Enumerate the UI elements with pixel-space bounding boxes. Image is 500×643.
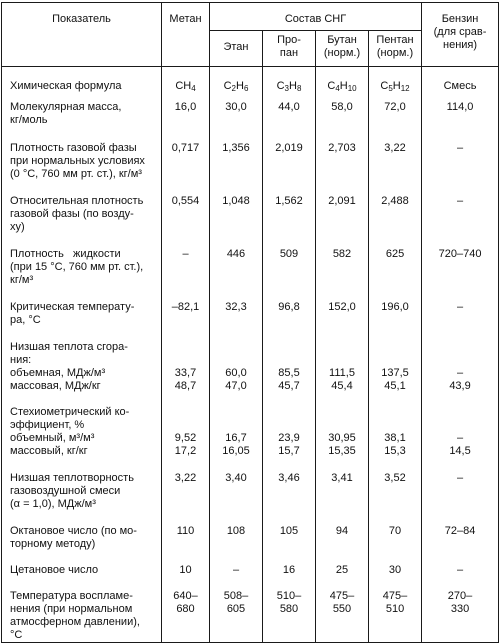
cell-propane: 23,9 15,7 [263, 393, 316, 458]
cell-gasoline: Смесь [422, 67, 499, 94]
cell-gasoline: – [422, 127, 499, 181]
cell-gasoline: 72–84 [422, 511, 499, 551]
table-row [2, 577, 499, 643]
table-row [2, 93, 499, 127]
cell-pentane: 72,0 [369, 93, 422, 127]
cell-pentane: 3,52 [369, 458, 422, 511]
cell-methane: 640– 680 [162, 577, 210, 643]
row-label: Низшая теплота сгора- ния: объемная, МДж/м³ массовая, МДж/кг [2, 327, 162, 393]
cell-ethane: 32,3 [210, 287, 263, 327]
table-row [2, 511, 499, 551]
cell-ethane: 446 [210, 234, 263, 287]
table-row [2, 234, 499, 287]
cell-butane: 582 [316, 234, 369, 287]
chemical-formula: $C_2H_6$ [223, 80, 249, 93]
cell-ethane: 60,0 47,0 [210, 327, 263, 393]
cell-methane: 110 [162, 511, 210, 551]
cell-methane: 33,7 48,7 [162, 327, 210, 393]
header-butane: Бутан (норм.) [316, 31, 369, 67]
cell-pentane: 70 [369, 511, 422, 551]
cell-butane: 30,95 15,35 [316, 393, 369, 458]
header-lpg-composition: Состав СНГ [210, 3, 422, 31]
cell-gasoline: 114,0 [422, 93, 499, 127]
cell-ethane: 1,356 [210, 127, 263, 181]
cell-methane: 9,52 17,2 [162, 393, 210, 458]
cell-gasoline: 720–740 [422, 234, 499, 287]
cell-butane: 25 [316, 551, 369, 577]
header-indicator: Показатель [2, 3, 162, 67]
cell-butane: 94 [316, 511, 369, 551]
cell-propane: 44,0 [263, 93, 316, 127]
cell-gasoline: – [422, 181, 499, 234]
cell-gasoline: 270– 330 [422, 577, 499, 643]
cell-pentane [369, 67, 422, 94]
header-methane: Метан [162, 3, 210, 67]
chemical-formula: $C_5H_{12}$ [380, 80, 410, 93]
cell-ethane: 508– 605 [210, 577, 263, 643]
cell-butane: 58,0 [316, 93, 369, 127]
table-row [2, 287, 499, 327]
table-row [2, 458, 499, 511]
cell-propane: 16 [263, 551, 316, 577]
cell-pentane: 30 [369, 551, 422, 577]
row-label: Низшая теплотворность газовоздушной смеси (α = 1,0), МДж/м³ [2, 458, 162, 511]
cell-methane: 16,0 [162, 93, 210, 127]
cell-methane: 10 [162, 551, 210, 577]
cell-gasoline: – 43,9 [422, 327, 499, 393]
cell-ethane [210, 67, 263, 94]
cell-methane: 3,22 [162, 458, 210, 511]
cell-ethane: – [210, 551, 263, 577]
table-row [2, 327, 499, 393]
table-row [2, 67, 499, 94]
cell-butane: 2,091 [316, 181, 369, 234]
cell-propane: 96,8 [263, 287, 316, 327]
header-row-top [2, 3, 499, 31]
row-label: Относительная плотность газовой фазы (по возду- ху) [2, 181, 162, 234]
cell-propane: 85,5 45,7 [263, 327, 316, 393]
cell-pentane: 625 [369, 234, 422, 287]
cell-methane: 0,554 [162, 181, 210, 234]
chemical-formula: $CH_4$ [175, 80, 196, 93]
cell-pentane: 196,0 [369, 287, 422, 327]
table-row [2, 181, 499, 234]
header-ethane: Этан [210, 31, 263, 67]
cell-ethane: 16,7 16,05 [210, 393, 263, 458]
cell-gasoline: – [422, 287, 499, 327]
cell-methane: 0,717 [162, 127, 210, 181]
row-label: Критическая температу- ра, °С [2, 287, 162, 327]
table-body [2, 67, 499, 643]
cell-gasoline: – [422, 458, 499, 511]
cell-methane: –82,1 [162, 287, 210, 327]
cell-butane: 152,0 [316, 287, 369, 327]
cell-pentane: 2,488 [369, 181, 422, 234]
cell-pentane: 137,5 45,1 [369, 327, 422, 393]
cell-propane: 510– 580 [263, 577, 316, 643]
cell-pentane: 3,22 [369, 127, 422, 181]
chemical-formula: $C_4H_{10}$ [327, 80, 357, 93]
cell-ethane: 3,40 [210, 458, 263, 511]
header-pentane: Пентан (норм.) [369, 31, 422, 67]
cell-ethane: 108 [210, 511, 263, 551]
cell-propane [263, 67, 316, 94]
cell-gasoline: – [422, 551, 499, 577]
table-row [2, 127, 499, 181]
cell-propane: 105 [263, 511, 316, 551]
cell-ethane: 30,0 [210, 93, 263, 127]
cell-methane [162, 67, 210, 94]
cell-butane [316, 67, 369, 94]
cell-pentane: 38,1 15,3 [369, 393, 422, 458]
header-propane: Про- пан [263, 31, 316, 67]
cell-butane: 2,703 [316, 127, 369, 181]
table-row [2, 393, 499, 458]
cell-gasoline: – 14,5 [422, 393, 499, 458]
row-label: Плотность газовой фазы при нормальных условиях (0 °С, 760 мм рт. ст.), кг/м³ [2, 127, 162, 181]
cell-butane: 475– 550 [316, 577, 369, 643]
gas-properties-table [1, 2, 499, 643]
cell-butane: 111,5 45,4 [316, 327, 369, 393]
cell-propane: 3,46 [263, 458, 316, 511]
cell-methane: – [162, 234, 210, 287]
row-label: Химическая формула [2, 67, 162, 94]
row-label: Плотность жидкости (при 15 °С, 760 мм рт. ст.), кг/м³ [2, 234, 162, 287]
row-label: Октановое число (по мо- торному методу) [2, 511, 162, 551]
cell-pentane: 475– 510 [369, 577, 422, 643]
cell-propane: 1,562 [263, 181, 316, 234]
row-label: Температура воспламе- нения (при нормальном атмосферном давлении), °С [2, 577, 162, 643]
row-label: Цетановое число [2, 551, 162, 577]
header-gasoline: Бензин (для срав- нения) [422, 3, 499, 67]
cell-propane: 509 [263, 234, 316, 287]
row-label: Молекулярная масса, кг/моль [2, 93, 162, 127]
cell-propane: 2,019 [263, 127, 316, 181]
cell-butane: 3,41 [316, 458, 369, 511]
cell-ethane: 1,048 [210, 181, 263, 234]
chemical-formula: $C_3H_8$ [276, 80, 302, 93]
row-label: Стехиометрический ко- эффициент, % объемный, м³/м³ массовый, кг/кг [2, 393, 162, 458]
table-row [2, 551, 499, 577]
